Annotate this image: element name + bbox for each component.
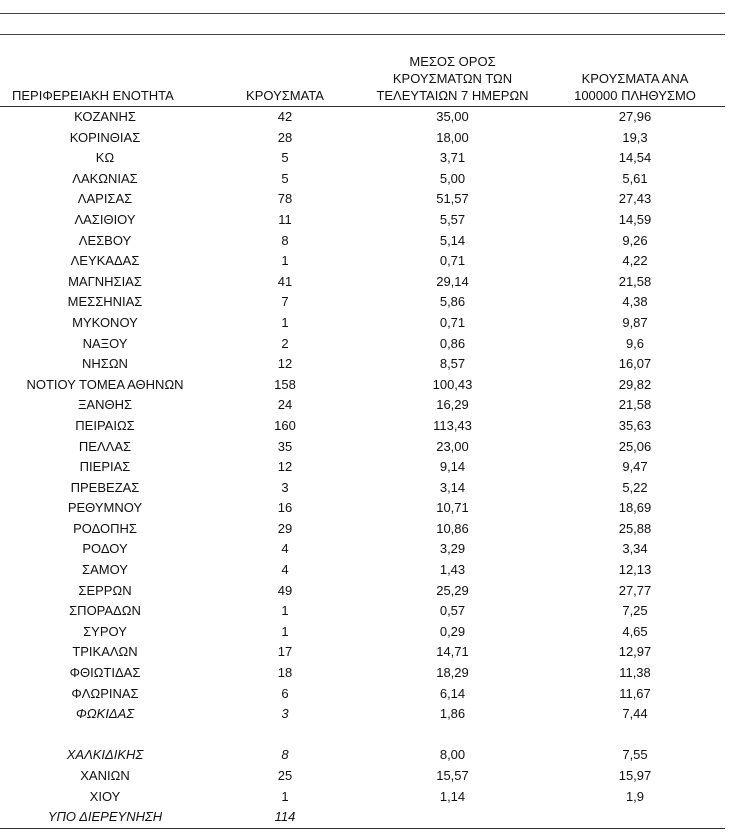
cell-region: ΦΩΚΙΔΑΣ [75, 706, 135, 722]
cell-cases: 18 [277, 665, 293, 681]
cell-cases: 17 [277, 644, 293, 660]
cell-avg7: 51,57 [436, 191, 469, 207]
cell-per100k: 9,87 [622, 314, 648, 330]
cell-avg7: 5,86 [439, 294, 466, 310]
table-row [0, 272, 725, 293]
cell-per100k: 7,44 [622, 706, 648, 722]
header-per100k-line1: ΚΡΟΥΣΜΑΤΑ ΑΝΑ [581, 71, 689, 86]
cell-cases: 12 [277, 459, 293, 475]
cell-cases: 11 [278, 211, 292, 227]
table-row [0, 539, 725, 560]
cell-cases: 24 [277, 397, 293, 413]
cell-per100k: 9,26 [622, 232, 648, 248]
header-avg7-line1: ΜΕΣΟΣ ΟΡΟΣ [409, 54, 496, 69]
cell-cases: 1 [281, 253, 289, 269]
cell-region: ΣΥΡΟΥ [83, 623, 127, 639]
cell-cases: 7 [281, 294, 289, 310]
cell-avg7: 25,29 [436, 582, 469, 598]
cell-cases: 8 [281, 747, 289, 763]
cell-per100k: 3,34 [622, 541, 648, 557]
table-header-row [0, 47, 725, 107]
cell-cases: 42 [277, 109, 293, 124]
table-row [0, 745, 725, 766]
cell-per100k: 21,58 [618, 273, 652, 289]
cell-cases: 158 [274, 376, 296, 392]
header-avg7-line3: ΤΕΛΕΥΤΑΙΩΝ 7 ΗΜΕΡΩΝ [376, 88, 529, 103]
cell-avg7: 5,14 [439, 232, 466, 248]
header-cases-label: ΚΡΟΥΣΜΑΤΑ [246, 88, 324, 103]
cell-avg7: 113,43 [433, 417, 472, 433]
cell-cases: 6 [281, 685, 289, 701]
cell-cases: 1 [281, 314, 289, 330]
table-row [0, 231, 725, 252]
cell-per100k: 27,77 [618, 582, 652, 598]
cell-cases: 1 [281, 623, 289, 639]
cell-region: ΚΟΖΑΝΗΣ [74, 109, 136, 124]
cell-cases: 8 [281, 232, 289, 248]
cell-cases: 29 [277, 520, 293, 536]
cell-per100k [545, 807, 725, 828]
cell-per100k: 15,97 [618, 768, 652, 783]
cell-per100k: 16,07 [618, 356, 652, 372]
table-row [0, 107, 725, 128]
cell-region: ΛΑΚΩΝΙΑΣ [72, 170, 138, 186]
cell-per100k: 14,59 [618, 211, 652, 227]
cases-table [0, 47, 725, 829]
table-row [0, 663, 725, 684]
header-per100k [545, 47, 725, 107]
cell-avg7: 14,71 [436, 644, 469, 660]
cell-per100k: 12,13 [618, 562, 652, 578]
cell-avg7: 100,43 [432, 376, 473, 392]
cell-avg7: 15,57 [436, 768, 469, 783]
table-row [0, 416, 725, 437]
cell-cases: 3 [281, 706, 289, 722]
header-avg7 [360, 47, 545, 107]
cell-avg7: 0,29 [439, 623, 466, 639]
cell-cases: 35 [277, 438, 293, 454]
cell-region: ΡΟΔΟΠΗΣ [73, 520, 137, 536]
table-row [0, 251, 725, 272]
cell-avg7: 0,57 [439, 603, 466, 619]
cell-per100k: 21,58 [618, 397, 652, 413]
cell-avg7: 5,00 [439, 170, 466, 186]
cell-avg7: 18,29 [436, 665, 469, 681]
cell-avg7: 1,86 [439, 706, 466, 722]
table-row [0, 807, 725, 828]
cell-per100k: 9,6 [625, 335, 645, 351]
cell-region: ΠΕΛΛΑΣ [78, 438, 132, 454]
cell-region: ΛΑΣΙΘΙΟΥ [74, 211, 136, 227]
table-row [0, 560, 725, 581]
cell-cases: 5 [281, 170, 289, 186]
cell-region: ΦΘΙΩΤΙΔΑΣ [69, 665, 141, 681]
cell-region: ΞΑΝΘΗΣ [77, 397, 133, 413]
cell-region: ΣΠΟΡΑΔΩΝ [69, 603, 141, 619]
table-row [0, 478, 725, 499]
cell-per100k: 25,88 [618, 520, 652, 536]
table-row [0, 334, 725, 355]
cell-region: ΡΕΘΥΜΝΟΥ [67, 500, 143, 516]
cell-avg7: 0,86 [439, 335, 466, 351]
cell-per100k: 12,97 [618, 644, 652, 660]
table-row [0, 457, 725, 478]
table-row [0, 354, 725, 375]
header-avg7-line2: ΚΡΟΥΣΜΑΤΩΝ ΤΩΝ [392, 71, 513, 86]
header-per100k-line2: 100000 ΠΛΗΘΥΣΜΟ [574, 88, 696, 103]
table-row [0, 498, 725, 519]
table-row [0, 189, 725, 210]
table-row [0, 169, 725, 190]
cell-per100k: 18,69 [618, 500, 652, 516]
table-row [0, 395, 725, 416]
cell-per100k: 27,43 [618, 191, 652, 207]
cell-region: ΡΟΔΟΥ [82, 541, 128, 557]
cell-per100k: 5,61 [622, 170, 648, 186]
cell-avg7: 9,14 [439, 459, 466, 475]
cell-region: ΛΕΥΚΑΔΑΣ [70, 253, 140, 269]
cell-per100k: 4,38 [622, 294, 648, 310]
cell-region: ΝΑΞΟΥ [82, 335, 128, 351]
table-row [0, 787, 725, 808]
cell-avg7: 29,14 [436, 273, 469, 289]
table-row [0, 642, 725, 663]
cell-avg7: 3,71 [439, 150, 466, 166]
cell-avg7: 0,71 [439, 314, 466, 330]
table-row [0, 210, 725, 231]
cell-cases: 2 [281, 335, 289, 351]
cell-region: ΝΗΣΩΝ [82, 356, 128, 372]
cell-region: ΦΛΩΡΙΝΑΣ [71, 685, 139, 701]
table-row [0, 375, 725, 396]
cell-region: ΧΑΛΚΙΔΙΚΗΣ [66, 747, 144, 763]
cell-per100k: 35,63 [618, 417, 652, 433]
cell-avg7: 5,57 [439, 211, 466, 227]
cell-region: ΛΑΡΙΣΑΣ [77, 191, 133, 207]
table-row [0, 437, 725, 458]
cell-avg7: 3,29 [439, 541, 466, 557]
cell-cases: 41 [277, 273, 293, 289]
header-cases [210, 47, 360, 107]
cell-region: ΜΥΚΟΝΟΥ [72, 314, 138, 330]
cell-per100k: 1,9 [625, 788, 645, 804]
cell-cases: 5 [281, 150, 289, 166]
cell-avg7: 6,14 [439, 685, 466, 701]
cell-region: ΥΠΟ ΔΙΕΡΕΥΝΗΣΗ [47, 809, 163, 825]
cell-region: ΠΙΕΡΙΑΣ [79, 459, 131, 475]
cell-region: ΝΟΤΙΟΥ ΤΟΜΕΑ ΑΘΗΝΩΝ [26, 376, 184, 392]
cell-avg7: 1,14 [439, 788, 466, 804]
cell-region: ΠΡΕΒΕΖΑΣ [70, 479, 140, 495]
cell-cases: 28 [277, 129, 293, 145]
cell-avg7: 3,14 [439, 479, 466, 495]
cell-per100k: 27,96 [618, 109, 652, 124]
cell-avg7: 16,29 [436, 397, 469, 413]
table-row [0, 704, 725, 725]
cell-per100k: 19,3 [622, 129, 648, 145]
cell-cases: 3 [281, 479, 289, 495]
table-row [0, 292, 725, 313]
cell-cases: 4 [281, 562, 289, 578]
cell-region: ΧΙΟΥ [89, 788, 121, 804]
cell-per100k: 25,06 [618, 438, 652, 454]
cell-cases: 78 [277, 191, 293, 207]
cell-region: ΚΩ [95, 150, 115, 166]
cell-cases: 1 [281, 788, 289, 804]
cell-region: ΜΕΣΣΗΝΙΑΣ [67, 294, 143, 310]
cell-avg7: 18,00 [436, 129, 469, 145]
header-top-rule [0, 34, 725, 35]
cell-region: ΜΑΓΝΗΣΙΑΣ [68, 273, 142, 289]
cell-avg7: 23,00 [436, 438, 469, 454]
cell-avg7: 35,00 [436, 109, 469, 124]
cell-per100k: 4,65 [622, 623, 648, 639]
cell-cases: 4 [281, 541, 289, 557]
table-row [0, 519, 725, 540]
cell-per100k: 11,67 [619, 685, 651, 701]
cell-per100k: 29,82 [618, 376, 652, 392]
cell-per100k: 4,22 [622, 253, 648, 269]
cell-avg7: 10,71 [436, 500, 469, 516]
cell-avg7: 0,71 [439, 253, 466, 269]
cell-region: ΣΕΡΡΩΝ [78, 582, 132, 598]
spacer-row [0, 725, 725, 746]
cell-avg7: 8,57 [439, 356, 466, 372]
cell-cases: 12 [277, 356, 293, 372]
cell-region: ΛΕΣΒΟΥ [78, 232, 132, 248]
cell-region: ΠΕΙΡΑΙΩΣ [75, 417, 135, 433]
cell-cases: 49 [277, 582, 293, 598]
cell-region: ΧΑΝΙΩΝ [80, 768, 130, 783]
table-row [0, 622, 725, 643]
cell-per100k: 7,25 [622, 603, 648, 619]
cell-avg7: 1,43 [439, 562, 466, 578]
cell-cases: 1 [281, 603, 289, 619]
table-row [0, 313, 725, 334]
cell-region: ΣΑΜΟΥ [82, 562, 128, 578]
cell-cases: 160 [274, 417, 296, 433]
cell-region: ΤΡΙΚΑΛΩΝ [72, 644, 138, 660]
cell-per100k: 14,54 [618, 150, 652, 166]
cell-per100k: 9,47 [622, 459, 648, 475]
cell-cases: 114 [274, 809, 296, 825]
cell-per100k: 7,55 [622, 747, 648, 763]
cell-cases: 16 [277, 500, 293, 516]
cell-per100k: 11,38 [619, 665, 651, 681]
header-region-label: ΠΕΡΙΦΕΡΕΙΑΚΗ ΕΝΟΤΗΤΑ [12, 88, 174, 103]
header-region [0, 47, 210, 107]
cell-per100k: 5,22 [622, 479, 648, 495]
table-row [0, 148, 725, 169]
cell-region: ΚΟΡΙΝΘΙΑΣ [69, 129, 141, 145]
table-row [0, 581, 725, 602]
cell-avg7: 8,00 [439, 747, 466, 763]
table-row [0, 128, 725, 149]
cell-cases: 25 [277, 768, 293, 783]
top-rule [0, 13, 725, 14]
table-row [0, 684, 725, 705]
cell-avg7: 10,86 [436, 520, 469, 536]
table-row [0, 766, 725, 787]
table-row [0, 601, 725, 622]
cell-avg7 [360, 807, 545, 828]
